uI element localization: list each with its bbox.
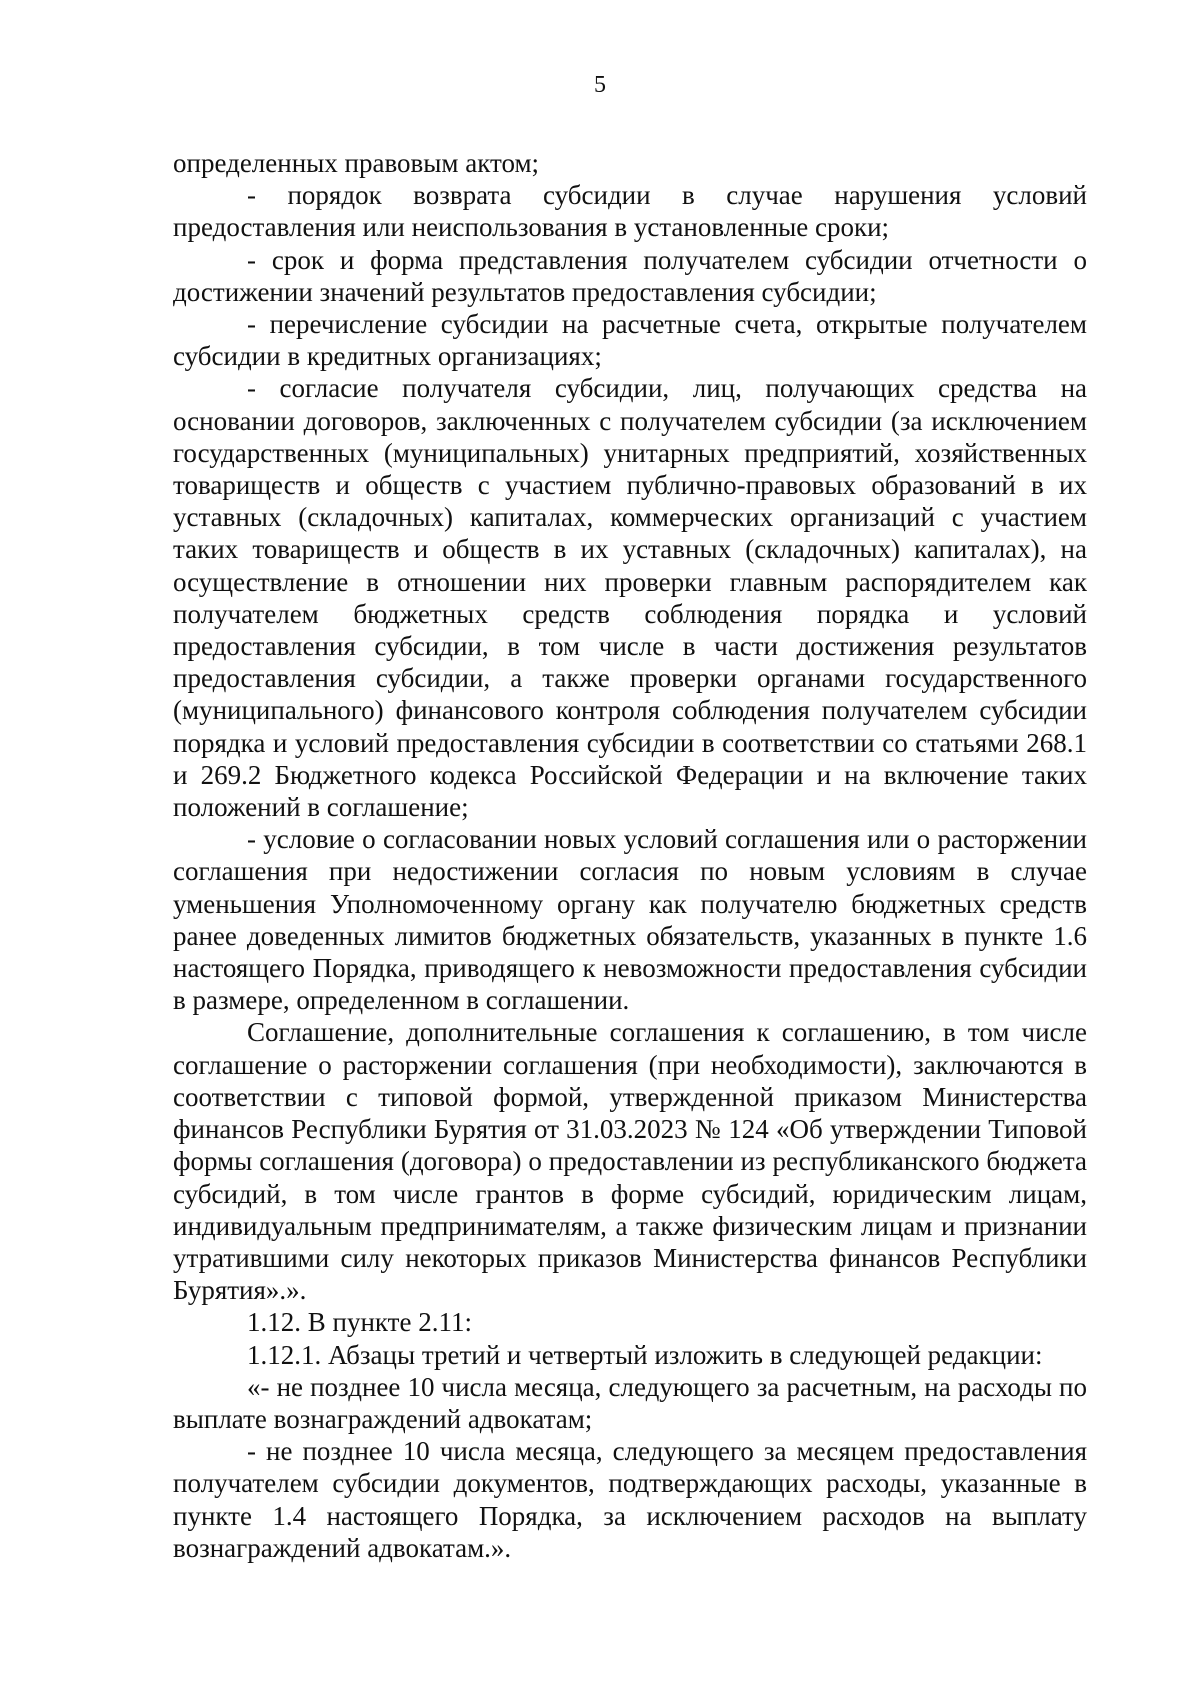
paragraph: «- не позднее 10 числа месяца, следующего за расчетным, на расходы по выплате вознаграждений адвокатам; bbox=[173, 1371, 1087, 1434]
paragraph: - порядок возврата субсидии в случае нарушения условий предоставления или неиспользования в установленные сроки; bbox=[173, 180, 1087, 243]
paragraph: 1.12.1. Абзацы третий и четвертый изложить в следующей редакции: bbox=[247, 1339, 1043, 1370]
paragraph: - срок и форма представления получателем субсидии отчетности о достижении значений результатов предоставления субсидии; bbox=[173, 244, 1087, 307]
paragraph: 1.12. В пункте 2.11: bbox=[247, 1307, 472, 1338]
page-number: 5 bbox=[594, 72, 606, 98]
paragraph: - согласие получателя субсидии, лиц, получающих средства на основании договоров, заключенных с получателем субсидии (за исключением государственных (муниципальных) унитарных предприятий, хозяйственных товариществ и обществ с участием публично-правовых образований в их уставных (складочных) капиталах, коммерческих организаций с участием таких товариществ и обществ в их уставных (складочных) капиталах), на осуществление в отношении них проверки главным распорядителем как получателем бюджетных средств соблюдения порядка и условий предоставления субсидии, в том числе в части достижения результатов предоставления субсидии, а также проверки органами государственного (муниципального) финансового контроля соблюдения получателем субсидии порядка и условий предоставления субсидии в соответствии со статьями 268.1 и 269.2 Бюджетного кодекса Российской Федерации и на включение таких положений в соглашение; bbox=[173, 373, 1087, 823]
paragraph: определенных правовым актом; bbox=[173, 148, 540, 178]
paragraph: - условие о согласовании новых условий соглашения или о расторжении соглашения при недостижении согласия по новым условиям в случае уменьшения Уполномоченному органу как получателю бюджетных средств ранее доведенных лимитов бюджетных обязательств, указанных в пункте 1.6 настоящего Порядка, приводящего к невозможности предоставления субсидии в размере, определенном в соглашении. bbox=[173, 824, 1087, 1016]
paragraph: - не позднее 10 числа месяца, следующего за месяцем предоставления получателем субсидии документов, подтверждающих расходы, указанные в пункте 1.4 настоящего Порядка, за исключением расходов на выплату вознаграждений адвокатам.». bbox=[173, 1436, 1087, 1563]
document-body bbox=[173, 147, 1087, 1564]
paragraph: - перечисление субсидии на расчетные счета, открытые получателем субсидии в кредитных организациях; bbox=[173, 309, 1087, 372]
paragraph: Соглашение, дополнительные соглашения к соглашению, в том числе соглашение о расторжении соглашения (при необходимости), заключаются в соответствии с типовой формой, утвержденной приказом Министерства финансов Республики Бурятия от 31.03.2023 № 124 «Об утверждении Типовой формы соглашения (договора) о предоставлении из республиканского бюджета субсидий, в том числе грантов в форме субсидий, юридическим лицам, индивидуальным предпринимателям, а также физическим лицам и признании утратившими силу некоторых приказов Министерства финансов Республики Бурятия».». bbox=[173, 1017, 1087, 1306]
